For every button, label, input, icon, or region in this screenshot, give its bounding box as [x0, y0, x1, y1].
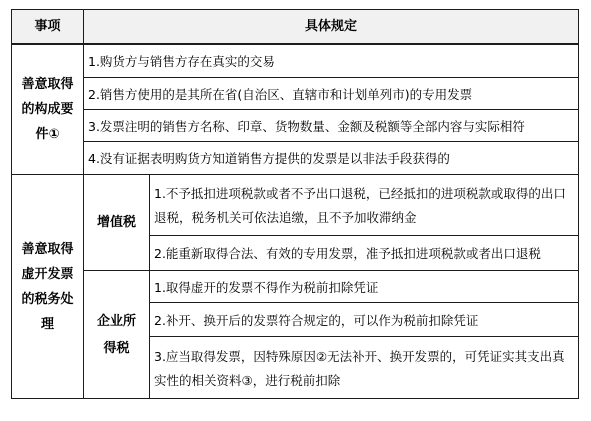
regulation-table: [11, 9, 579, 399]
vat-label-cell: [83, 174, 150, 271]
cit-rule-text-1: 1.取得虚开的发票不得作为税前扣除凭证: [154, 279, 379, 295]
section-tax-treatment-title: 善意取得虚开发票的税务处理: [21, 241, 74, 332]
cit-rule-row-3: [149, 336, 579, 399]
section-tax-treatment: [11, 174, 84, 399]
cit-rule-text-3: 3.应当取得发票，因特殊原因②无法补开、换开发票的，可凭证实其支出真实性的相关资料③，进行税前扣除: [154, 348, 565, 388]
vat-label: 增值税: [96, 215, 136, 230]
condition-row-4: [83, 141, 579, 175]
condition-text-3: 3.发票注明的销售方名称、印章、货物数量、金额及税额等全部内容与实际相符: [88, 118, 525, 134]
header-rules-column: [83, 9, 579, 45]
section-good-faith-conditions-title: 善意取得的构成要件①: [21, 77, 74, 142]
condition-row-1: [83, 44, 579, 78]
vat-rule-row-1: [149, 174, 579, 236]
condition-text-2: 2.销售方使用的是其所在省(自治区、直辖市和计划单列市)的专用发票: [88, 86, 473, 102]
cit-rule-row-1: [149, 270, 579, 303]
header-item-label: 事项: [34, 18, 61, 34]
condition-row-3: [83, 109, 579, 142]
vat-rule-text-1: 1.不予抵扣进项税款或者不予出口退税，已经抵扣的进项税款或取得的出口退税，税务机关可依法追缴，且不予加收滞纳金: [154, 186, 566, 225]
header-item-column: [11, 9, 84, 45]
cit-label: 企业所得税: [96, 313, 136, 356]
cit-rule-row-2: [149, 302, 579, 337]
header-rules-label: 具体规定: [304, 18, 357, 34]
vat-rule-row-2: [149, 235, 579, 271]
cit-rule-text-2: 2.补开、换开后的发票符合规定的，可以作为税前扣除凭证: [154, 312, 479, 328]
cit-label-cell: [83, 270, 150, 399]
condition-text-4: 4.没有证据表明购货方知道销售方提供的发票是以非法手段获得的: [88, 151, 450, 166]
condition-text-1: 1.购货方与销售方存在真实的交易: [88, 54, 275, 69]
section-good-faith-conditions: [11, 44, 84, 175]
condition-row-2: [83, 77, 579, 110]
vat-rule-text-2: 2.能重新取得合法、有效的专用发票，准予抵扣进项税款或者出口退税: [154, 246, 541, 261]
